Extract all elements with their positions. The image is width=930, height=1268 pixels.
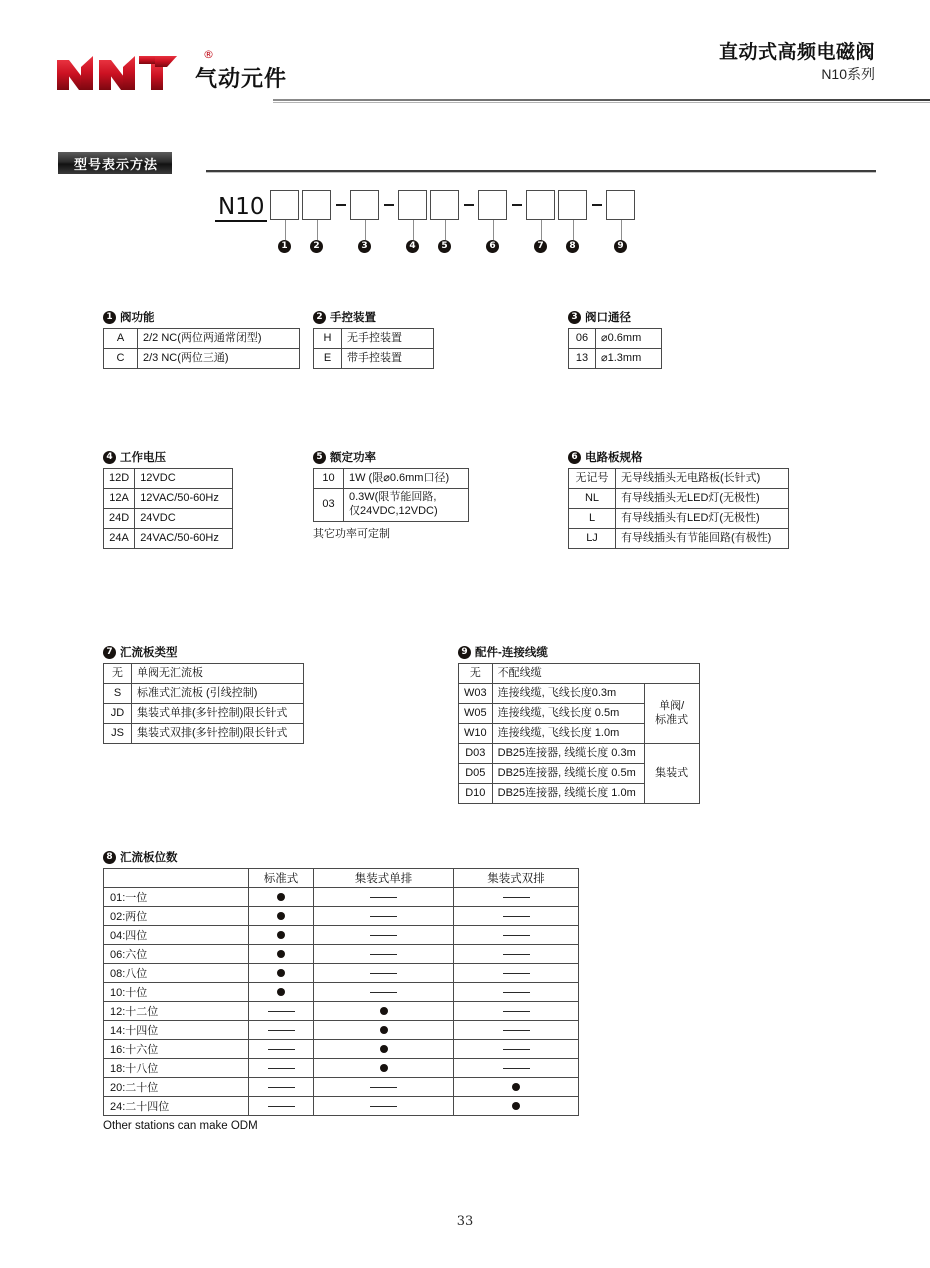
table-row [569, 489, 789, 509]
availability-cell [454, 888, 579, 907]
unavailable-dash-icon [268, 1068, 295, 1069]
model-code-box-3[interactable] [350, 190, 379, 220]
availability-cell [454, 1059, 579, 1078]
unavailable-dash-icon [503, 992, 530, 993]
table-row [569, 529, 789, 549]
availability-cell [314, 1040, 454, 1059]
model-code-box-8[interactable] [558, 190, 587, 220]
unavailable-dash-icon [268, 1011, 295, 1012]
unavailable-dash-icon [370, 916, 397, 917]
table-row [104, 945, 579, 964]
availability-cell [249, 926, 314, 945]
availability-cell [454, 1021, 579, 1040]
table-row [314, 489, 469, 522]
option-description: 2/3 NC(两位三通) [138, 349, 300, 369]
unavailable-dash-icon [503, 973, 530, 974]
unavailable-dash-icon [503, 954, 530, 955]
station-label: 02:两位 [104, 907, 249, 926]
unavailable-dash-icon [370, 1087, 397, 1088]
station-label: 01:一位 [104, 888, 249, 907]
group-2-number: 2 [313, 311, 326, 324]
unavailable-dash-icon [370, 1106, 397, 1107]
option-description: 24VDC [135, 509, 233, 529]
code-bullet-5: 5 [438, 240, 451, 253]
code-bullet-4: 4 [406, 240, 419, 253]
table-row [104, 529, 233, 549]
available-dot-icon [380, 1026, 388, 1034]
model-code-box-5[interactable] [430, 190, 459, 220]
option-code: 无 [459, 664, 493, 684]
option-code: D03 [459, 744, 493, 764]
table-row [104, 1021, 579, 1040]
option-code: 13 [569, 349, 596, 369]
table-row [104, 964, 579, 983]
page-title: 直动式高频电磁阀 [718, 42, 875, 63]
table-row [104, 329, 300, 349]
availability-cell [454, 1040, 579, 1059]
model-code-separator [590, 190, 603, 220]
availability-cell [454, 1002, 579, 1021]
code-leader-line [445, 220, 446, 240]
group-1-number: 1 [103, 311, 116, 324]
group-1-title [103, 309, 300, 325]
group-7-table [103, 663, 304, 744]
group-3-label: 阀口通径 [585, 312, 631, 324]
option-description: 2/2 NC(两位两通常闭型) [138, 329, 300, 349]
unavailable-dash-icon [268, 1106, 295, 1107]
model-code-separator [510, 190, 523, 220]
station-label: 18:十八位 [104, 1059, 249, 1078]
code-bullet-3: 3 [358, 240, 371, 253]
available-dot-icon [277, 988, 285, 996]
option-description: 集装式单排(多针控制)限长针式 [132, 704, 304, 724]
group-4-table [103, 468, 233, 549]
option-description: 12VAC/50-60Hz [135, 489, 233, 509]
group-5-title [313, 449, 469, 465]
group-7-block [103, 644, 304, 744]
option-code: D05 [459, 764, 493, 784]
page-number: 33 [456, 1214, 474, 1229]
table-row [569, 349, 662, 369]
group-9-accessories [458, 644, 700, 804]
code-leader-line [317, 220, 318, 240]
group-6-table [568, 468, 789, 549]
group-6-label: 电路板规格 [585, 452, 643, 464]
availability-cell [249, 1059, 314, 1078]
availability-cell [249, 1097, 314, 1116]
model-code-prefix: N10 [215, 192, 267, 222]
table-row [459, 744, 700, 764]
unavailable-dash-icon [503, 1049, 530, 1050]
code-leader-line [573, 220, 574, 240]
availability-cell [249, 1078, 314, 1097]
table-row [104, 489, 233, 509]
table-row [104, 704, 304, 724]
available-dot-icon [512, 1083, 520, 1091]
availability-cell [454, 1097, 579, 1116]
header-title-block [719, 42, 875, 83]
availability-cell [249, 888, 314, 907]
available-dot-icon [277, 969, 285, 977]
table-row [104, 1097, 579, 1116]
table-row [314, 329, 434, 349]
group-5-table [313, 468, 469, 522]
option-category: 单阀/ 标准式 [644, 684, 699, 744]
code-leader-line [493, 220, 494, 240]
availability-cell [454, 983, 579, 1002]
code-bullet-2: 2 [310, 240, 323, 253]
table-row [104, 664, 304, 684]
code-bullet-7: 7 [534, 240, 547, 253]
option-description: ⌀0.6mm [596, 329, 662, 349]
option-code: 24A [104, 529, 135, 549]
option-description: DB25连接器, 线缆长度 0.3m [492, 744, 644, 764]
option-description: 24VAC/50-60Hz [135, 529, 233, 549]
group-4-block [103, 449, 233, 549]
availability-cell [249, 1002, 314, 1021]
availability-cell [314, 888, 454, 907]
option-description: 带手控装置 [342, 349, 434, 369]
availability-cell [314, 1021, 454, 1040]
table-row [104, 724, 304, 744]
option-code: W05 [459, 704, 493, 724]
page-subtitle: N10系列 [821, 65, 875, 82]
option-code: 无记号 [569, 469, 616, 489]
group-4-number: 4 [103, 451, 116, 464]
option-description: 有导线插头无LED灯(无极性) [616, 489, 789, 509]
table-row [104, 907, 579, 926]
section-title: 型号表示方法 [58, 152, 172, 174]
table-header-row [104, 869, 579, 888]
group-5-block [313, 449, 469, 541]
group-7-title [103, 644, 304, 660]
header-blank [104, 869, 249, 888]
group-9-title [458, 644, 700, 660]
availability-cell [249, 1040, 314, 1059]
table-row [104, 684, 304, 704]
available-dot-icon [277, 912, 285, 920]
option-description: 连接线缆, 飞线长度 1.0m [492, 724, 644, 744]
option-description: 无手控装置 [342, 329, 434, 349]
table-row [569, 509, 789, 529]
table-row [569, 469, 789, 489]
model-code-row [215, 190, 635, 222]
unavailable-dash-icon [268, 1049, 295, 1050]
table-row [104, 1002, 579, 1021]
option-description: 单阀无汇流板 [132, 664, 304, 684]
option-code: LJ [569, 529, 616, 549]
option-description: DB25连接器, 线缆长度 0.5m [492, 764, 644, 784]
option-description: DB25连接器, 线缆长度 1.0m [492, 784, 644, 804]
availability-cell [314, 983, 454, 1002]
group-3-title [568, 309, 662, 325]
availability-cell [314, 945, 454, 964]
option-code: 10 [314, 469, 344, 489]
unavailable-dash-icon [503, 1011, 530, 1012]
option-code: S [104, 684, 132, 704]
available-dot-icon [277, 931, 285, 939]
unavailable-dash-icon [370, 973, 397, 974]
table-row [314, 349, 434, 369]
station-label: 16:十六位 [104, 1040, 249, 1059]
availability-cell [314, 1059, 454, 1078]
station-label: 12:十二位 [104, 1002, 249, 1021]
model-code-box-4[interactable] [398, 190, 427, 220]
availability-cell [454, 945, 579, 964]
column-header: 标准式 [249, 869, 314, 888]
column-header: 集装式单排 [314, 869, 454, 888]
table-row [104, 469, 233, 489]
available-dot-icon [380, 1064, 388, 1072]
option-code: H [314, 329, 342, 349]
station-label: 10:十位 [104, 983, 249, 1002]
option-code: NL [569, 489, 616, 509]
group-3-table [568, 328, 662, 369]
group-6-number: 6 [568, 451, 581, 464]
available-dot-icon [277, 950, 285, 958]
group-5-label: 额定功率 [330, 452, 376, 464]
code-leader-line [365, 220, 366, 240]
table-row [104, 1040, 579, 1059]
option-description: 连接线缆, 飞线长度0.3m [492, 684, 644, 704]
unavailable-dash-icon [370, 992, 397, 993]
availability-cell [454, 1078, 579, 1097]
group-5-note: 其它功率可定制 [313, 527, 390, 540]
station-label: 20:二十位 [104, 1078, 249, 1097]
option-code: JS [104, 724, 132, 744]
registered-trademark-icon: ® [203, 48, 214, 61]
unavailable-dash-icon [503, 916, 530, 917]
availability-cell [249, 964, 314, 983]
group-6-title [568, 449, 789, 465]
availability-cell [454, 964, 579, 983]
table-row [104, 1059, 579, 1078]
unavailable-dash-icon [370, 954, 397, 955]
model-code-separator [382, 190, 395, 220]
availability-cell [314, 1078, 454, 1097]
group-1-label: 阀功能 [120, 312, 155, 324]
group-9-table [458, 663, 700, 804]
group-7-label: 汇流板类型 [120, 647, 178, 659]
model-code-box-2[interactable] [302, 190, 331, 220]
table-row [459, 664, 700, 684]
unavailable-dash-icon [503, 897, 530, 898]
column-header: 集装式双排 [454, 869, 579, 888]
table-row [569, 329, 662, 349]
group-8-footnote: Other stations can make ODM [103, 1120, 258, 1132]
group-2-title [313, 309, 434, 325]
code-leader-line [621, 220, 622, 240]
code-bullet-6: 6 [486, 240, 499, 253]
unavailable-dash-icon [503, 1030, 530, 1031]
option-code: E [314, 349, 342, 369]
option-code: 无 [104, 664, 132, 684]
availability-cell [249, 1021, 314, 1040]
model-code-box-6[interactable] [478, 190, 507, 220]
section-header [58, 152, 876, 174]
available-dot-icon [512, 1102, 520, 1110]
table-row [104, 926, 579, 945]
model-code-separator [462, 190, 475, 220]
station-label: 06:六位 [104, 945, 249, 964]
group-3-block [568, 309, 662, 369]
unavailable-dash-icon [268, 1030, 295, 1031]
model-code-box-1[interactable] [270, 190, 299, 220]
group-8-number: 8 [103, 851, 116, 864]
code-bullet-9: 9 [614, 240, 627, 253]
group-8-label: 汇流板位数 [120, 852, 178, 864]
unavailable-dash-icon [503, 935, 530, 936]
group-8-table [103, 868, 579, 1116]
availability-cell [314, 926, 454, 945]
availability-cell [314, 907, 454, 926]
option-code: D10 [459, 784, 493, 804]
group-4-label: 工作电压 [120, 452, 166, 464]
availability-cell [454, 907, 579, 926]
table-row [459, 684, 700, 704]
table-row [104, 888, 579, 907]
availability-cell [249, 983, 314, 1002]
option-code: L [569, 509, 616, 529]
option-code: A [104, 329, 138, 349]
code-bullet-1: 1 [278, 240, 291, 253]
table-row [104, 983, 579, 1002]
available-dot-icon [380, 1007, 388, 1015]
group-6-block [568, 449, 789, 549]
group-1-table [103, 328, 300, 369]
station-label: 04:四位 [104, 926, 249, 945]
option-description: 集装式双排(多针控制)限长针式 [132, 724, 304, 744]
option-code: W10 [459, 724, 493, 744]
group-8-manifold-stations [103, 849, 579, 1132]
availability-cell [314, 964, 454, 983]
unavailable-dash-icon [268, 1087, 295, 1088]
option-description: 有导线插头有节能回路(有极性) [616, 529, 789, 549]
model-code-box-7[interactable] [526, 190, 555, 220]
available-dot-icon [380, 1045, 388, 1053]
group-7-number: 7 [103, 646, 116, 659]
group-2-table [313, 328, 434, 369]
option-category: 集装式 [644, 744, 699, 804]
option-description: 有导线插头有LED灯(无极性) [616, 509, 789, 529]
option-code: 12D [104, 469, 135, 489]
available-dot-icon [277, 893, 285, 901]
option-description: 标准式汇流板 (引线控制) [132, 684, 304, 704]
nnt-logo-icon [55, 50, 205, 94]
table-row [104, 1078, 579, 1097]
code-leader-line [413, 220, 414, 240]
option-code: 06 [569, 329, 596, 349]
availability-cell [454, 926, 579, 945]
group-3-number: 3 [568, 311, 581, 324]
group-2-block [313, 309, 434, 369]
model-code-separator [334, 190, 347, 220]
page-header [55, 42, 875, 112]
table-row [104, 509, 233, 529]
availability-cell [314, 1097, 454, 1116]
option-description: 12VDC [135, 469, 233, 489]
option-description: 1W (限⌀0.6mm口径) [344, 469, 469, 489]
unavailable-dash-icon [370, 897, 397, 898]
table-row [314, 469, 469, 489]
group-9-number: 9 [458, 646, 471, 659]
group-4-title [103, 449, 233, 465]
section-divider [206, 170, 876, 173]
unavailable-dash-icon [370, 935, 397, 936]
option-code: 24D [104, 509, 135, 529]
header-divider [273, 99, 930, 104]
option-code: C [104, 349, 138, 369]
option-code: 12A [104, 489, 135, 509]
code-leader-line [285, 220, 286, 240]
brand-name-cn: 气动元件 [195, 66, 288, 91]
station-label: 14:十四位 [104, 1021, 249, 1040]
group-2-label: 手控装置 [330, 312, 376, 324]
option-description: 0.3W(限节能回路, 仅24VDC,12VDC) [344, 489, 469, 522]
code-leader-line [541, 220, 542, 240]
station-label: 24:二十四位 [104, 1097, 249, 1116]
group-8-title [103, 849, 579, 865]
model-code-box-9[interactable] [606, 190, 635, 220]
option-code: 03 [314, 489, 344, 522]
availability-cell [249, 907, 314, 926]
code-bullet-8: 8 [566, 240, 579, 253]
option-code: W03 [459, 684, 493, 704]
availability-cell [314, 1002, 454, 1021]
group-1-block [103, 309, 300, 369]
availability-cell [249, 945, 314, 964]
unavailable-dash-icon [503, 1068, 530, 1069]
group-5-number: 5 [313, 451, 326, 464]
option-code: JD [104, 704, 132, 724]
option-description: ⌀1.3mm [596, 349, 662, 369]
option-description: 无导线插头无电路板(长针式) [616, 469, 789, 489]
option-description: 连接线缆, 飞线长度 0.5m [492, 704, 644, 724]
option-description: 不配线缆 [492, 664, 699, 684]
group-9-label: 配件-连接线缆 [475, 647, 548, 659]
table-row [104, 349, 300, 369]
station-label: 08:八位 [104, 964, 249, 983]
